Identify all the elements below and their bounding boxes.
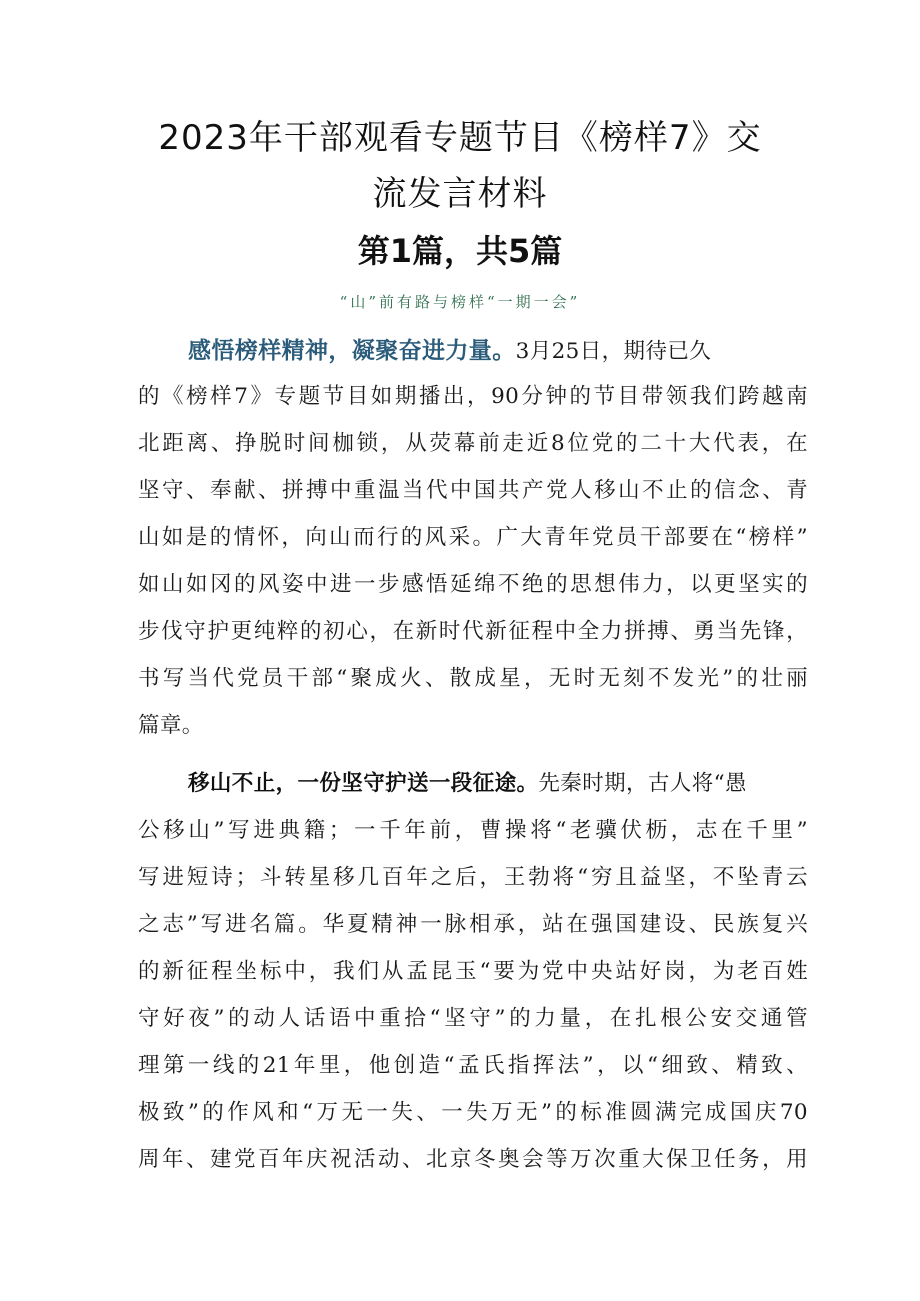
paragraph-2-line: 公移山”写进典籍；一千年前，曹操将“老骥伏枥，志在千里” <box>138 818 808 843</box>
paragraph-2-line: 周年、建党百年庆祝活动、北京冬奥会等万次重大保卫任务，用 <box>138 1147 808 1172</box>
paragraph-1-text: 3月25日，期待已久 <box>515 339 712 364</box>
paragraph-2-line: 极致”的作风和“万无一失、一失万无”的标准圆满完成国庆70 <box>138 1100 808 1125</box>
paragraph-2-line: 的新征程坐标中，我们从孟昆玉“要为党中央站好岗，为老百姓 <box>138 959 808 984</box>
paragraph-2-line: 守好夜”的动人话语中重拾“坚守”的力量，在扎根公安交通管 <box>138 1006 808 1031</box>
paragraph-2-line: 之志”写进名篇。华夏精神一脉相承，站在强国建设、民族复兴 <box>138 912 808 937</box>
paragraph-2-line: 理第一线的21年里，他创造“孟氏指挥法”，以“细致、精致、 <box>138 1053 808 1078</box>
paragraph-1-line: 的《榜样7》专题节目如期播出，90分钟的节目带领我们跨越南 <box>138 384 808 409</box>
paragraph-2-lead: 移山不止，一份坚守护送一段征途。 <box>188 771 539 796</box>
paragraph-1-line-1 <box>138 336 808 366</box>
document-title-line-2: 流发言材料 <box>372 174 548 214</box>
paragraph-2-line-1 <box>138 769 808 799</box>
part-label: 第1篇，共5篇 <box>357 232 563 270</box>
paragraph-1-line: 坚守、奉献、拼搏中重温当代中国共产党人移山不止的信念、青 <box>138 478 808 503</box>
paragraph-1-line: 山如是的情怀，向山而行的风采。广大青年党员干部要在“榜样” <box>138 525 808 550</box>
paragraph-1-line: 步伐守护更纯粹的初心，在新时代新征程中全力拼搏、勇当先锋， <box>138 619 808 644</box>
subtitle: “山”前有路与榜样“一期一会” <box>339 293 581 311</box>
paragraph-1-lead: 感悟榜样精神，凝聚奋进力量。 <box>188 338 516 364</box>
paragraph-1-line: 如山如冈的风姿中进一步感悟延绵不绝的思想伟力，以更坚实的 <box>138 572 808 597</box>
paragraph-2-line: 写进短诗；斗转星移几百年之后，王勃将“穷且益坚，不坠青云 <box>138 865 808 890</box>
paragraph-1-line-last: 篇章。 <box>138 713 204 738</box>
paragraph-1-line: 书写当代党员干部“聚成火、散成星，无时无刻不发光”的壮丽 <box>138 666 808 691</box>
paragraph-2-text: 先秦时期，古人将“愚 <box>538 771 747 796</box>
paragraph-1-line: 北距离、挣脱时间枷锁，从荧幕前走近8位党的二十大代表，在 <box>138 431 808 456</box>
document-title-line-1: 2023年干部观看专题节目《榜样7》交 <box>158 118 762 158</box>
